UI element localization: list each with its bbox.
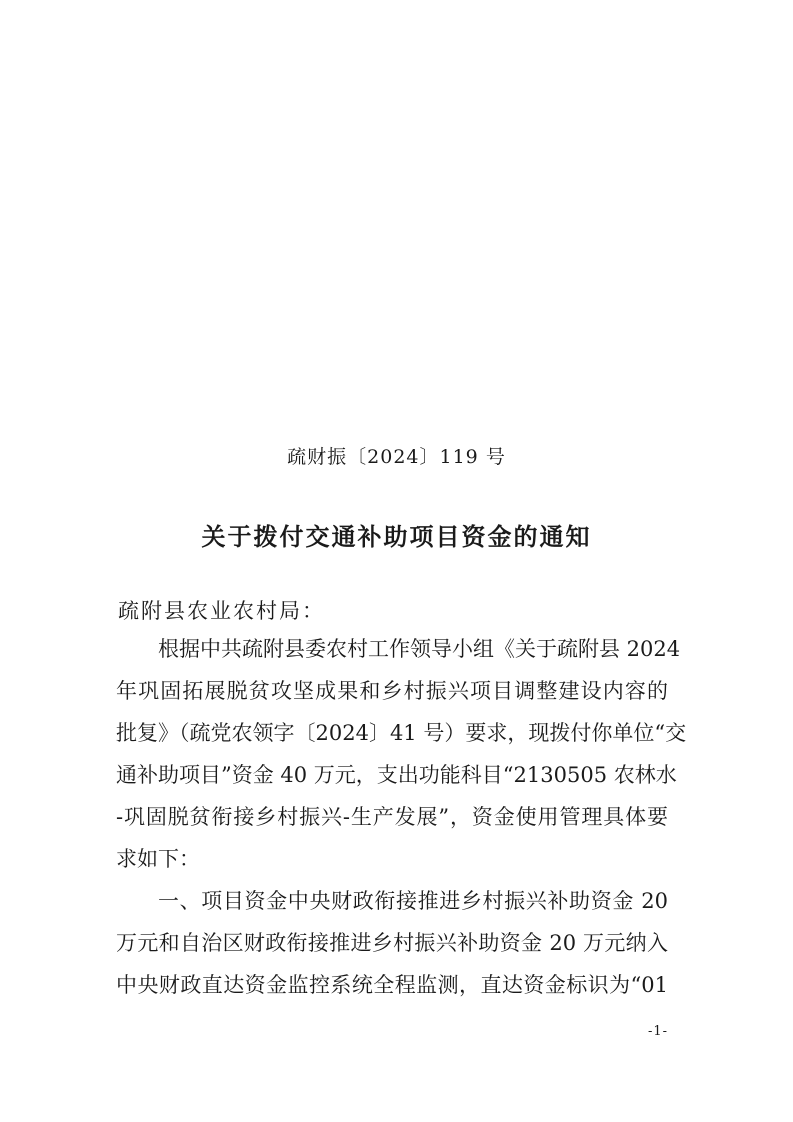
text-line: 一、项目资金中央财政衔接推进乡村振兴补助资金 20 (158, 889, 668, 913)
text-line: 根据中共疏附县委农村工作领导小组《关于疏附县 2024 (158, 637, 681, 661)
text-line: 求如下： (116, 847, 200, 871)
text-line: -巩固脱贫衔接乡村振兴-生产发展”，资金使用管理具体要 (116, 805, 668, 829)
document-title: 关于拨付交通补助项目资金的通知 (201, 523, 592, 551)
text-line: 通补助项目”资金 40 万元，支出功能科目“2130505 农林水 (116, 763, 677, 787)
page-number: -1- (648, 1024, 669, 1039)
document-number: 疏财振〔2024〕119 号 (287, 446, 506, 468)
text-line: 中央财政直达资金监控系统全程监测，直达资金标识为“01 (116, 973, 668, 997)
text-line: 万元和自治区财政衔接推进乡村振兴补助资金 20 万元纳入 (116, 931, 668, 955)
text-line: 年巩固拓展脱贫攻坚成果和乡村振兴项目调整建设内容的 (116, 679, 668, 703)
text-line: 批复》（疏党农领字〔2024〕41 号）要求，现拨付你单位“交 (116, 721, 687, 745)
salutation: 疏附县农业农村局： (118, 599, 325, 623)
